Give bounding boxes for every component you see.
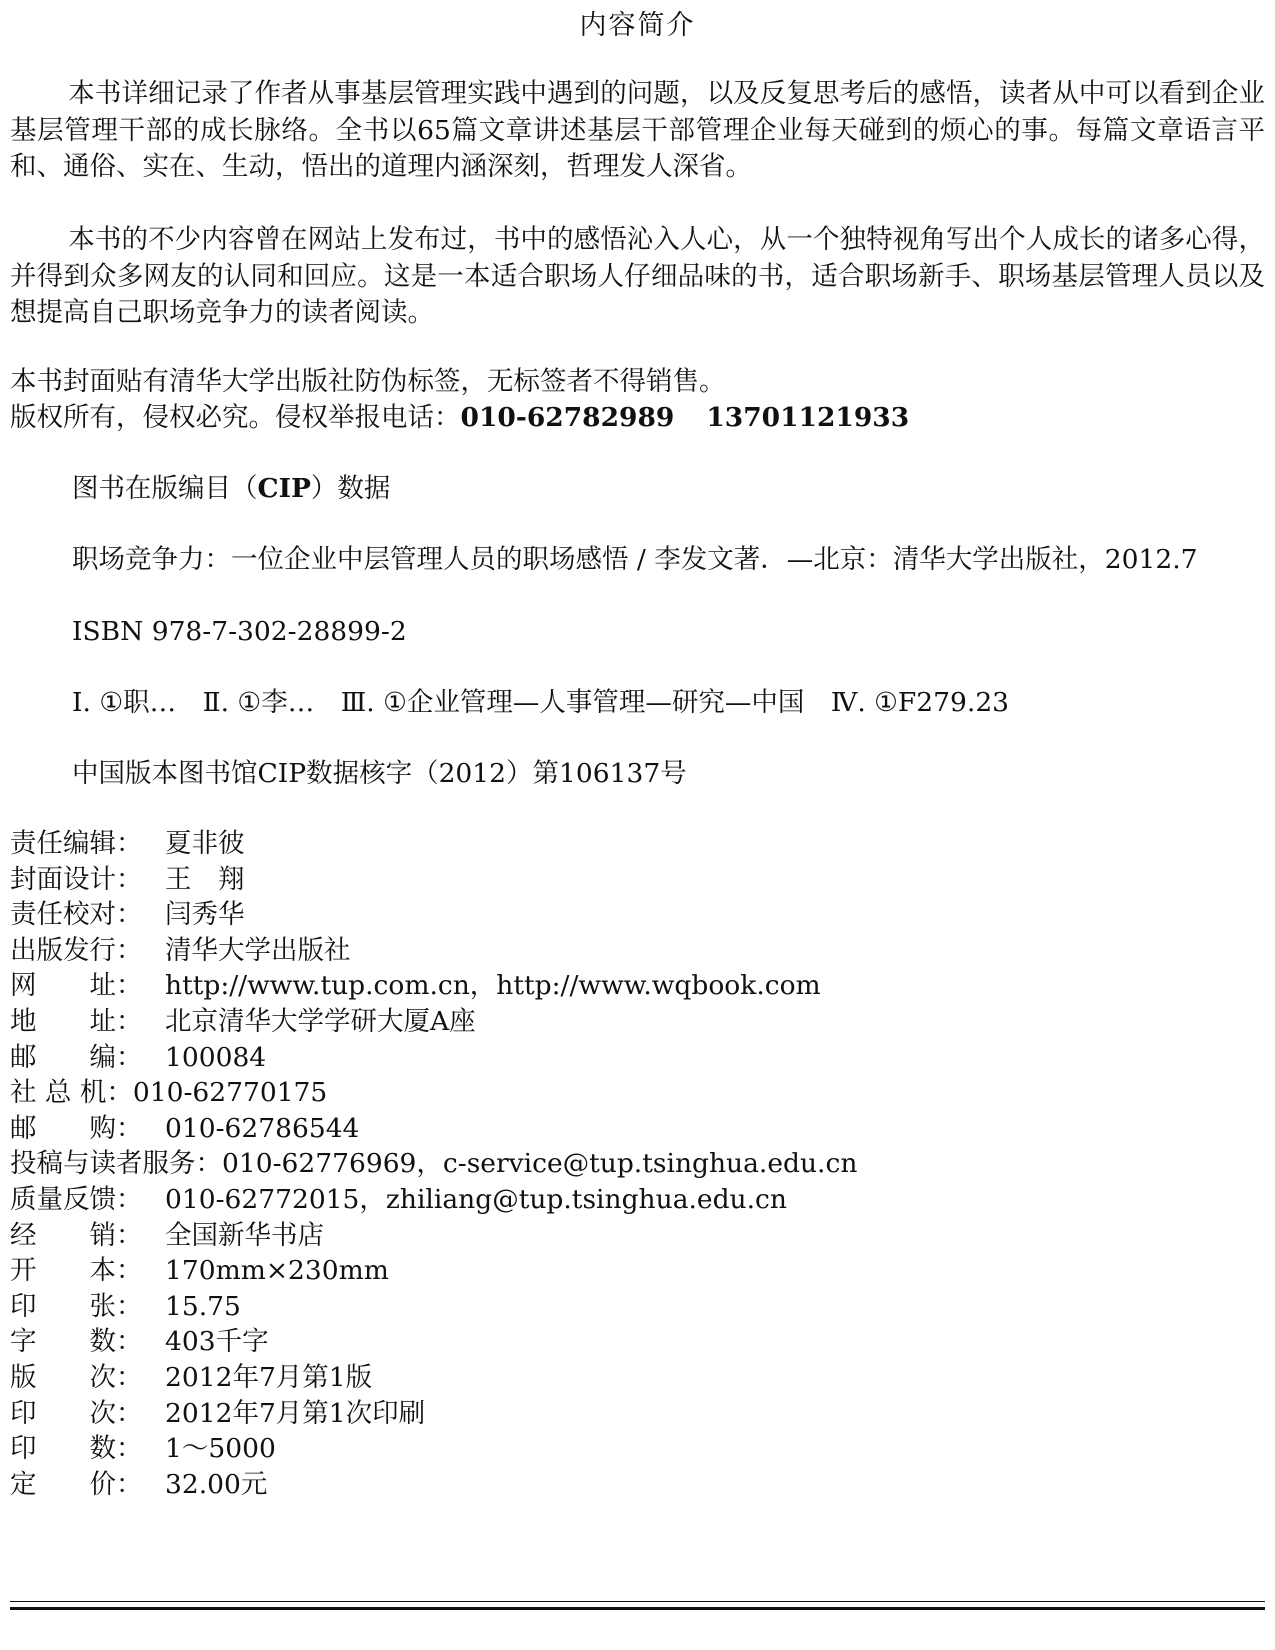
imprint-value: 010-62786544 xyxy=(165,1112,360,1144)
imprint-row xyxy=(10,1324,1265,1360)
imprint-label: 责任编辑： xyxy=(10,828,143,859)
imprint-row xyxy=(10,1289,1265,1325)
imprint-row xyxy=(10,1218,1265,1254)
imprint-label: 印 数： xyxy=(10,1433,143,1465)
imprint-value: 010-62770175 xyxy=(132,1077,328,1109)
imprint-row xyxy=(10,1182,1265,1218)
imprint-row xyxy=(10,1360,1265,1396)
imprint-value: 403千字 xyxy=(165,1326,269,1358)
imprint-value: 170mm×230mm xyxy=(165,1255,389,1287)
report-phone-2: 13701121933 xyxy=(706,402,910,433)
imprint-row xyxy=(10,1253,1265,1289)
copyright-notice xyxy=(10,400,1265,436)
imprint-value: 王 翔 xyxy=(165,863,245,895)
imprint-row xyxy=(10,826,1265,862)
imprint-label: 网 址： xyxy=(10,970,143,1002)
imprint-label: 封面设计： xyxy=(10,863,143,895)
summary-paragraph-2: 本书的不少内容曾在网站上发布过，书中的感悟沁入人心，从一个独特视角写出个人成长的诸多心得，并得到众多网友的认同和回应。这是一本适合职场人仔细品味的书，适合职场新手、职场基层管理人员以及想提高自己职场竞争力的读者阅读。 xyxy=(10,224,1265,328)
imprint-label: 地 址： xyxy=(10,1005,143,1037)
imprint-value: 15.75 xyxy=(165,1290,241,1322)
imprint-row xyxy=(10,1431,1265,1467)
imprint-label: 经 销： xyxy=(10,1219,143,1251)
cip-heading-bold: CIP xyxy=(257,473,311,504)
imprint-row xyxy=(10,933,1265,969)
cip-classification: Ⅰ. ①职… Ⅱ. ①李… Ⅲ. ①企业管理—人事管理—研究—中国 Ⅳ. ①F279.23 xyxy=(72,687,1010,718)
imprint-row xyxy=(10,1004,1265,1040)
imprint-value: 2012年7月第1版 xyxy=(165,1361,373,1393)
bottom-rule-thick xyxy=(10,1607,1265,1610)
imprint-value: 010-62776969，c-service@tup.tsinghua.edu.cn xyxy=(222,1148,858,1180)
imprint-label: 印 次： xyxy=(10,1397,143,1429)
imprint-label: 定 价： xyxy=(10,1468,143,1500)
imprint-row xyxy=(10,1467,1265,1503)
imprint-label: 出版发行： xyxy=(10,934,143,966)
imprint-value: 全国新华书店 xyxy=(165,1219,324,1251)
isbn: ISBN 978-7-302-28899-2 xyxy=(72,616,407,647)
imprint-row xyxy=(10,1075,1265,1111)
imprint-value: 1～5000 xyxy=(165,1433,276,1465)
imprint-row xyxy=(10,1111,1265,1147)
imprint-label: 邮 购： xyxy=(10,1112,143,1144)
imprint-value: 夏非彼 xyxy=(165,828,245,859)
imprint-label: 字 数： xyxy=(10,1326,143,1358)
cip-heading-post: ）数据 xyxy=(310,473,391,504)
imprint-label: 版 次： xyxy=(10,1361,143,1393)
imprint-value: http://www.tup.com.cn，http://www.wqbook.com xyxy=(165,970,821,1002)
cip-record-number: 中国版本图书馆CIP数据核字（2012）第106137号 xyxy=(72,758,687,789)
imprint-value: 北京清华大学学研大厦A座 xyxy=(165,1005,476,1037)
summary-title: 内容简介 xyxy=(579,10,696,41)
imprint-label: 邮 编： xyxy=(10,1041,143,1073)
cip-heading xyxy=(72,471,1265,507)
imprint-label: 质量反馈： xyxy=(10,1183,143,1215)
imprint-value: 32.00元 xyxy=(165,1468,268,1500)
copyright-text: 版权所有，侵权必究。侵权举报电话： xyxy=(10,402,461,433)
imprint-label: 社 总 机： xyxy=(10,1077,133,1109)
imprint-value: 清华大学出版社 xyxy=(165,934,351,966)
imprint-row xyxy=(10,862,1265,898)
imprint-value: 闫秀华 xyxy=(165,899,245,931)
imprint-row xyxy=(10,1146,1265,1182)
imprint-value: 100084 xyxy=(165,1041,267,1073)
imprint-label: 印 张： xyxy=(10,1290,143,1322)
imprint-value: 2012年7月第1次印刷 xyxy=(165,1397,426,1429)
anti-counterfeit-notice: 本书封面贴有清华大学出版社防伪标签，无标签者不得销售。 xyxy=(10,366,726,397)
imprint-list xyxy=(10,826,1265,1502)
cip-heading-pre: 图书在版编目（ xyxy=(72,473,258,504)
imprint-row xyxy=(10,1396,1265,1432)
imprint-row xyxy=(10,897,1265,933)
imprint-row xyxy=(10,968,1265,1004)
imprint-label: 责任校对： xyxy=(10,899,143,931)
imprint-label: 开 本： xyxy=(10,1255,143,1287)
summary-paragraph-1: 本书详细记录了作者从事基层管理实践中遇到的问题，以及反复思考后的感悟，读者从中可以看到企业基层管理干部的成长脉络。全书以65篇文章讲述基层干部管理企业每天碰到的烦心的事。每篇文章语言平和、通俗、实在、生动，悟出的道理内涵深刻，哲理发人深省。 xyxy=(10,78,1265,182)
imprint-value: 010-62772015，zhiliang@tup.tsinghua.edu.cn xyxy=(165,1183,787,1215)
bottom-rule-thin xyxy=(10,1601,1265,1602)
report-phone-1: 010-62782989 xyxy=(460,402,675,433)
imprint-row xyxy=(10,1040,1265,1076)
cip-description: 职场竞争力：一位企业中层管理人员的职场感悟 / 李发文著．—北京：清华大学出版社，2012.7 xyxy=(72,544,1198,575)
imprint-label: 投稿与读者服务： xyxy=(10,1148,222,1180)
